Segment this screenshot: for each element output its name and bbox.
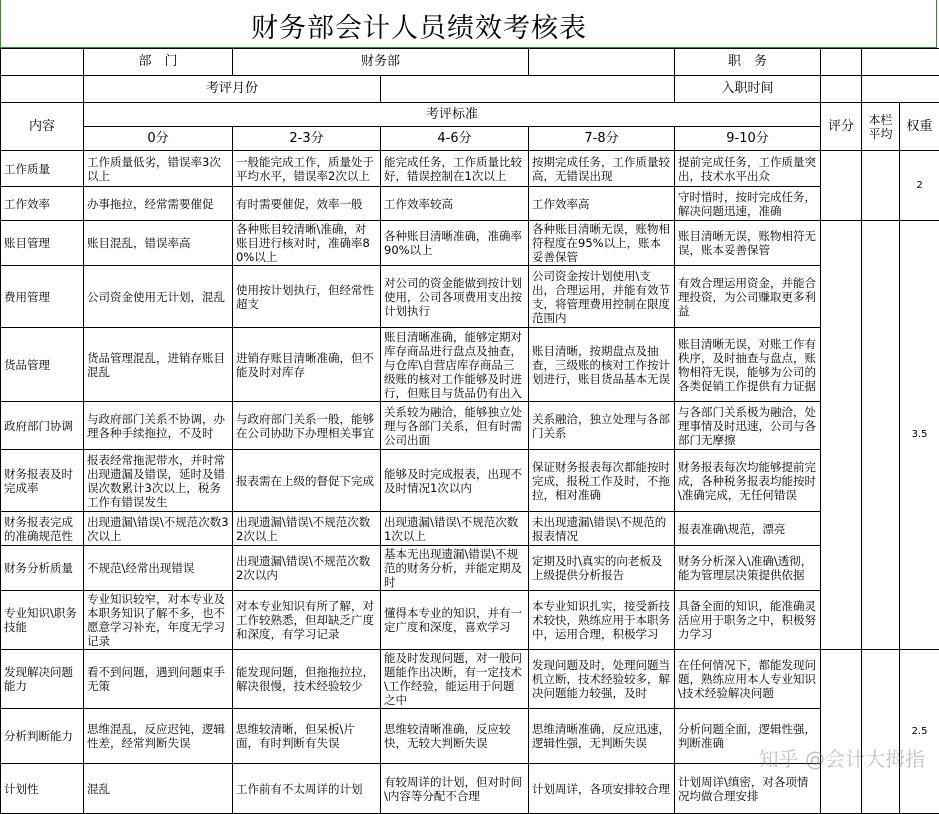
- criterion-label: 货品管理: [1, 328, 84, 402]
- standard-cell: 本专业知识扎实，接受新技术较快，熟练应用于本职务中，运用合理，积极学习: [529, 591, 675, 650]
- standard-cell: 报表准确\规范，漂亮: [675, 512, 821, 546]
- standard-cell: 财务分析深入\准确\透彻，能为管理层决策提供依据: [675, 546, 821, 591]
- standard-cell: 懂得本专业的知识，并有一定广度和深度，喜欢学习: [381, 591, 529, 650]
- standard-cell: 公司资金使用无计划，混乱: [84, 266, 233, 328]
- weight-value: 2.5: [900, 650, 939, 814]
- standard-cell: 与各部门关系极为融洽，处理事情及时迅速，公司与各部门无摩擦: [675, 402, 821, 450]
- criterion-label: 工作效率: [1, 187, 84, 221]
- content-header: 内容: [1, 103, 84, 151]
- standard-cell: 未出现遗漏\错误\不规范的报表情况: [529, 512, 675, 546]
- page-title: 财务部会计人员绩效考核表: [251, 6, 587, 45]
- standard-cell: 对本专业知识有所了解，对工作较熟悉，但却缺乏广度和深度，有学习记录: [233, 591, 381, 650]
- review-month-label: 考评月份: [84, 76, 381, 103]
- standard-cell: 思维较清晰，但呆板\片面，有时判断有失误: [233, 709, 381, 764]
- table-row: [1, 650, 939, 709]
- standard-cell: 有较周详的计划，但对时间\内容等分配不合理: [381, 764, 529, 814]
- standard-cell: 货品管理混乱，进销存账目混乱: [84, 328, 233, 402]
- table-row: [1, 187, 939, 221]
- standard-cell: 进销存账目清晰准确，但不能及时对库存: [233, 328, 381, 402]
- standard-cell: 出现遗漏\错误\不规范次数1次以上: [381, 512, 529, 546]
- criterion-label: 财务报表完成的准确规范性: [1, 512, 84, 546]
- standard-cell: 对公司的资金能做到按计划使用，公司各项费用支出按计划执行: [381, 266, 529, 328]
- score-0-header: 0分: [84, 127, 233, 151]
- score-3-header: 7-8分: [529, 127, 675, 151]
- score-1-header: 2-3分: [233, 127, 381, 151]
- hire-date-label: 入职时间: [675, 76, 821, 103]
- standard-cell: 思维清晰准确，反应迅速，逻辑性强，无判断失误: [529, 709, 675, 764]
- standard-cell: 财务报表每次均能够提前完成，各种税务报表均能按时\准确完成，无任何错误: [675, 450, 821, 512]
- average-header: 本栏平均: [862, 103, 900, 151]
- standard-cell: 思维混乱，反应迟钝，逻辑性差，经常判断失误: [84, 709, 233, 764]
- standard-cell: 公司资金按计划使用\支出，合理运用，并能有效节支，将管理费用控制在限度范围内: [529, 266, 675, 328]
- title-bar: [0, 0, 937, 48]
- standard-cell: 能发现问题，但拖拖拉拉，解决很慢，技术经验较少: [233, 650, 381, 709]
- table-row: [1, 546, 939, 591]
- standard-cell: 报表需在上级的督促下完成: [233, 450, 381, 512]
- table-row: [1, 266, 939, 328]
- table-row: [1, 402, 939, 450]
- standard-cell: 有时需要催促，效率一般: [233, 187, 381, 221]
- criterion-label: 账目管理: [1, 221, 84, 266]
- standard-cell: 账目清晰无误，账物相符无误，账本妥善保管: [675, 221, 821, 266]
- standard-cell: 关系融洽，独立处理与各部门关系: [529, 402, 675, 450]
- standard-cell: 基本无出现遗漏\错误\不规范的财务分析，并能定期及时: [381, 546, 529, 591]
- rating-header: 评分: [821, 103, 862, 151]
- table-row: [1, 709, 939, 764]
- standard-cell: 按期完成任务，工作质量较高，无错误出现: [529, 151, 675, 187]
- standard-cell: 能及时发现问题，对一般问题能作出决断，有一定技术\工作经验，能运用于问题之中: [381, 650, 529, 709]
- standard-cell: 各种账目清晰无误，账物相符程度在95%以上，账本妥善保管: [529, 221, 675, 266]
- standard-cell: 使用按计划执行，但经常性超支: [233, 266, 381, 328]
- criterion-label: 计划性: [1, 764, 84, 814]
- standard-cell: 工作效率较高: [381, 187, 529, 221]
- appraisal-table: [0, 48, 939, 814]
- standard-cell: 专业知识较窄，对本专业及本职务知识了解不多，也不愿意学习补充，年度无学习记录: [84, 591, 233, 650]
- standard-cell: 在任何情况下，都能发现问题，熟练应用本人专业知识\技术经验解决问题: [675, 650, 821, 709]
- standard-cell: 一般能完成工作，质量处于平均水平，错误率2次以上: [233, 151, 381, 187]
- standard-cell: 守时惜时，按时完成任务，解决问题迅速，准确: [675, 187, 821, 221]
- average-cell: [862, 221, 900, 650]
- standard-cell: 定期及时\真实的向老板及上级提供分析报告: [529, 546, 675, 591]
- standard-cell: 发现问题及时，处理问题当机立断，技术经验较多，解决问题能力较强，及时: [529, 650, 675, 709]
- standard-cell: 能完成任务，工作质量比较好，错误控制在1次以上: [381, 151, 529, 187]
- weight-value: 2: [900, 151, 939, 221]
- watermark: 知乎 @会计大拇指: [759, 743, 925, 772]
- standard-cell: 出现遗漏\错误\不规范次数3次以上: [84, 512, 233, 546]
- criterion-label: 财务报表及时完成率: [1, 450, 84, 512]
- table-row: [1, 328, 939, 402]
- standard-cell: 关系较为融洽，能够独立处理与各部门关系，但有时需公司出面: [381, 402, 529, 450]
- standard-cell: 有效合理运用资金，并能合理投资，为公司赚取更多利益: [675, 266, 821, 328]
- standard-cell: 与政府部门关系一般，能够在公司协助下办理相关事宜: [233, 402, 381, 450]
- table-row: [1, 450, 939, 512]
- standard-cell: 账目清晰，按期盘点及抽查，三级账的核对工作按计划进行，账目货品基本无误: [529, 328, 675, 402]
- standard-cell: 账目清晰准确，能够定期对库存商品进行盘点及抽查，与仓库\自营店库存商品三级账的核对工作能够及时进行，但账目与货品仍有出入: [381, 328, 529, 402]
- header-row-month: [1, 76, 939, 103]
- criterion-label: 工作质量: [1, 151, 84, 187]
- position-label: 职 务: [675, 49, 821, 76]
- standard-cell: 工作质量低劣，错误率3次以上: [84, 151, 233, 187]
- standard-cell: 账目混乱，错误率高: [84, 221, 233, 266]
- dept-label: 部 门: [84, 49, 233, 76]
- dept-value: 财务部: [233, 49, 529, 76]
- criterion-label: 财务分析质量: [1, 546, 84, 591]
- standard-cell: 出现遗漏\错误\不规范次数2次以上: [233, 512, 381, 546]
- average-cell: [862, 151, 900, 221]
- standard-header: 考评标准: [84, 103, 821, 127]
- standard-cell: 账目清晰无误，对账工作有秩序，及时抽查与盘点，账物相符无误，能够为公司的各类促销工作提供有力证据: [675, 328, 821, 402]
- standard-cell: 出现遗漏\错误\不规范次数2次以内: [233, 546, 381, 591]
- standard-cell: 计划周详\缜密，对各项情况均做合理安排: [675, 764, 821, 814]
- standard-cell: 提前完成任务，工作质量突出，技术水平出众: [675, 151, 821, 187]
- weight-value: 3.5: [900, 221, 939, 650]
- standard-cell: 工作前有不太周详的计划: [233, 764, 381, 814]
- weight-header: 权重: [900, 103, 939, 151]
- standard-cell: 计划周详，各项安排较合理: [529, 764, 675, 814]
- table-row: [1, 591, 939, 650]
- standard-cell: 工作效率高: [529, 187, 675, 221]
- criterion-label: 政府部门协调: [1, 402, 84, 450]
- standard-cell: 看不到问题，遇到问题束手无策: [84, 650, 233, 709]
- standard-cell: 能够及时完成报表，出现不及时情况1次以内: [381, 450, 529, 512]
- rating-cell[interactable]: [821, 650, 862, 814]
- standard-cell: 与政府部门关系不协调，办理各种手续拖拉，不及时: [84, 402, 233, 450]
- score-2-header: 4-6分: [381, 127, 529, 151]
- standard-cell: 办事拖拉，经常需要催促: [84, 187, 233, 221]
- standard-cell: 思维较清晰准确，反应较快，无较大判断失误: [381, 709, 529, 764]
- standard-cell: 各种账目清晰准确，准确率90%以上: [381, 221, 529, 266]
- table-row: [1, 221, 939, 266]
- criterion-label: 发现解决问题能力: [1, 650, 84, 709]
- rating-cell[interactable]: [821, 151, 862, 221]
- average-cell: [862, 650, 900, 814]
- standard-cell: 报表经常拖泥带水，并时常出现遗漏及错误，延时及错误次数累计3次以上，税务工作有错误发生: [84, 450, 233, 512]
- table-row: [1, 512, 939, 546]
- standard-cell: 分析问题全面，逻辑性强，判断准确: [675, 709, 821, 764]
- criterion-label: 分析判断能力: [1, 709, 84, 764]
- table-row: [1, 764, 939, 814]
- header-row-scores: [1, 127, 939, 151]
- score-4-header: 9-10分: [675, 127, 821, 151]
- table-row: [1, 151, 939, 187]
- standard-cell: 不规范\经常出现错误: [84, 546, 233, 591]
- standard-cell: 混乱: [84, 764, 233, 814]
- rating-cell[interactable]: [821, 221, 862, 650]
- standard-cell: 各种账目较清晰\准确，对账目进行核对时，准确率80%以上: [233, 221, 381, 266]
- standard-cell: 具备全面的知识，能准确灵活应用于职务之中，积极努力学习: [675, 591, 821, 650]
- header-row-dept: [1, 49, 939, 76]
- criterion-label: 费用管理: [1, 266, 84, 328]
- header-row-standard: [1, 103, 939, 127]
- criterion-label: 专业知识\职务技能: [1, 591, 84, 650]
- standard-cell: 保证财务报表每次都能按时完成，报税工作及时，不拖拉，相对准确: [529, 450, 675, 512]
